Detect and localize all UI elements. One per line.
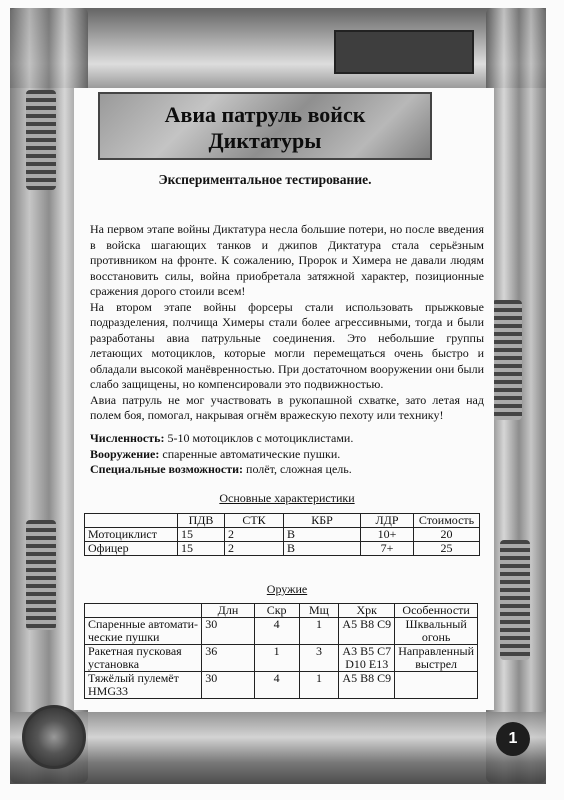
paragraph: На втором этапе войны форсеры стали использовать прыжковые подразделения, полчища Химеры стали более агрессивными, тогда и были разработаны авиа патрульные соединения. Это небольшие группы летающих мотоциклов, которые могли перемещаться очень быстро и обладали высокой манёвренностью. При достаточном вооружении они были слабо защищены, но компенсировали это подвижностью.	[90, 299, 484, 391]
weapons-table	[84, 603, 478, 699]
table-cell: 20	[414, 528, 480, 542]
table-row	[85, 672, 478, 699]
table-cell: Направленный выстрел	[395, 645, 478, 672]
table-row	[85, 528, 480, 542]
weapons-title: Оружие	[266, 582, 308, 596]
table-cell: В	[284, 528, 361, 542]
subtitle: Экспериментальное тестирование.	[158, 172, 372, 187]
table-cell: 2	[225, 528, 284, 542]
table-cell: Мотоциклист	[85, 528, 178, 542]
table-cell: А5 В8 С9	[339, 618, 395, 645]
frame-bottom-decoration	[10, 712, 546, 784]
table-header: ПДВ	[178, 514, 225, 528]
table-header: Стоимость	[414, 514, 480, 528]
table-header-row	[85, 514, 480, 528]
unit-stats	[90, 431, 484, 478]
table-header: ЛДР	[361, 514, 414, 528]
pipe-decoration	[492, 300, 522, 420]
page-title-line2: Диктатуры	[208, 128, 322, 153]
armament-line	[90, 447, 484, 463]
paragraph: На первом этапе войны Диктатура несла большие потери, но после введения в войска шагающих танков и джипов Диктатура стала серьёзным противником на фронте. К сожалению, Пророк и Химера не давали людям восстановить силы, война приобретала затяжной характер, позиционные сражения дорого стоили всем!	[90, 222, 484, 298]
pipe-decoration	[26, 90, 56, 190]
table-cell: 1	[299, 618, 339, 645]
table-cell: А5 В8 С9	[339, 672, 395, 699]
table-header: Мщ	[299, 604, 339, 618]
gear-decoration-icon	[22, 705, 86, 769]
table-cell: 1	[299, 672, 339, 699]
table-cell: 2	[225, 542, 284, 556]
armament-value: спаренные автоматические пушки.	[159, 446, 341, 461]
pipe-decoration	[500, 540, 530, 660]
table-row	[85, 618, 478, 645]
table-cell: 4	[254, 672, 299, 699]
table-cell	[395, 672, 478, 699]
special-label: Специальные возможности:	[90, 462, 244, 476]
table-cell: Офицер	[85, 542, 178, 556]
table-cell: 30	[202, 672, 254, 699]
table-cell: Тяжёлый пулемёт HMG33	[85, 672, 202, 699]
title-banner	[98, 92, 432, 160]
table-header: Хрк	[339, 604, 395, 618]
paragraph: Авиа патруль не мог участвовать в рукопашной схватке, зато летая над полем боя, помогал, накрывая огнём вражескую пехоту или технику!	[90, 392, 484, 422]
strength-line	[90, 431, 484, 447]
table-cell: 36	[202, 645, 254, 672]
description-text	[90, 222, 484, 424]
table-cell: 1	[254, 645, 299, 672]
armament-label: Вооружение:	[90, 446, 160, 461]
table-cell: Спаренные автомати-ческие пушки	[85, 618, 202, 645]
table-cell: 7+	[361, 542, 414, 556]
table-header	[85, 604, 202, 618]
strength-label: Численность:	[90, 431, 165, 445]
table-cell: 4	[254, 618, 299, 645]
page-number: 1	[496, 722, 530, 756]
table-cell: Шквальный огонь	[395, 618, 478, 645]
table-header	[85, 514, 178, 528]
strength-value: 5-10 мотоциклов с мотоциклистами.	[164, 431, 354, 445]
table-cell: В	[284, 542, 361, 556]
frame-panel-decoration	[334, 30, 474, 74]
page-title: Авиа патруль войск	[164, 102, 366, 127]
table-row	[85, 645, 478, 672]
pipe-decoration	[26, 520, 56, 630]
table-cell: 3	[299, 645, 339, 672]
table-cell: 30	[202, 618, 254, 645]
table-cell: 10+	[361, 528, 414, 542]
characteristics-title: Основные характеристики	[219, 491, 355, 505]
table-cell: 15	[178, 528, 225, 542]
table-cell: Ракетная пусковая установка	[85, 645, 202, 672]
table-row	[85, 542, 480, 556]
table-header: Особенности	[395, 604, 478, 618]
table-header: КБР	[284, 514, 361, 528]
table-header-row	[85, 604, 478, 618]
special-line	[90, 462, 484, 478]
table-cell: 25	[414, 542, 480, 556]
table-cell: 15	[178, 542, 225, 556]
table-header: Скр	[254, 604, 299, 618]
table-header: СТК	[225, 514, 284, 528]
special-value: полёт, сложная цель.	[243, 462, 352, 476]
table-header: Длн	[202, 604, 254, 618]
characteristics-table	[84, 513, 480, 556]
table-cell: А3 В5 С7 D10 Е13	[339, 645, 395, 672]
